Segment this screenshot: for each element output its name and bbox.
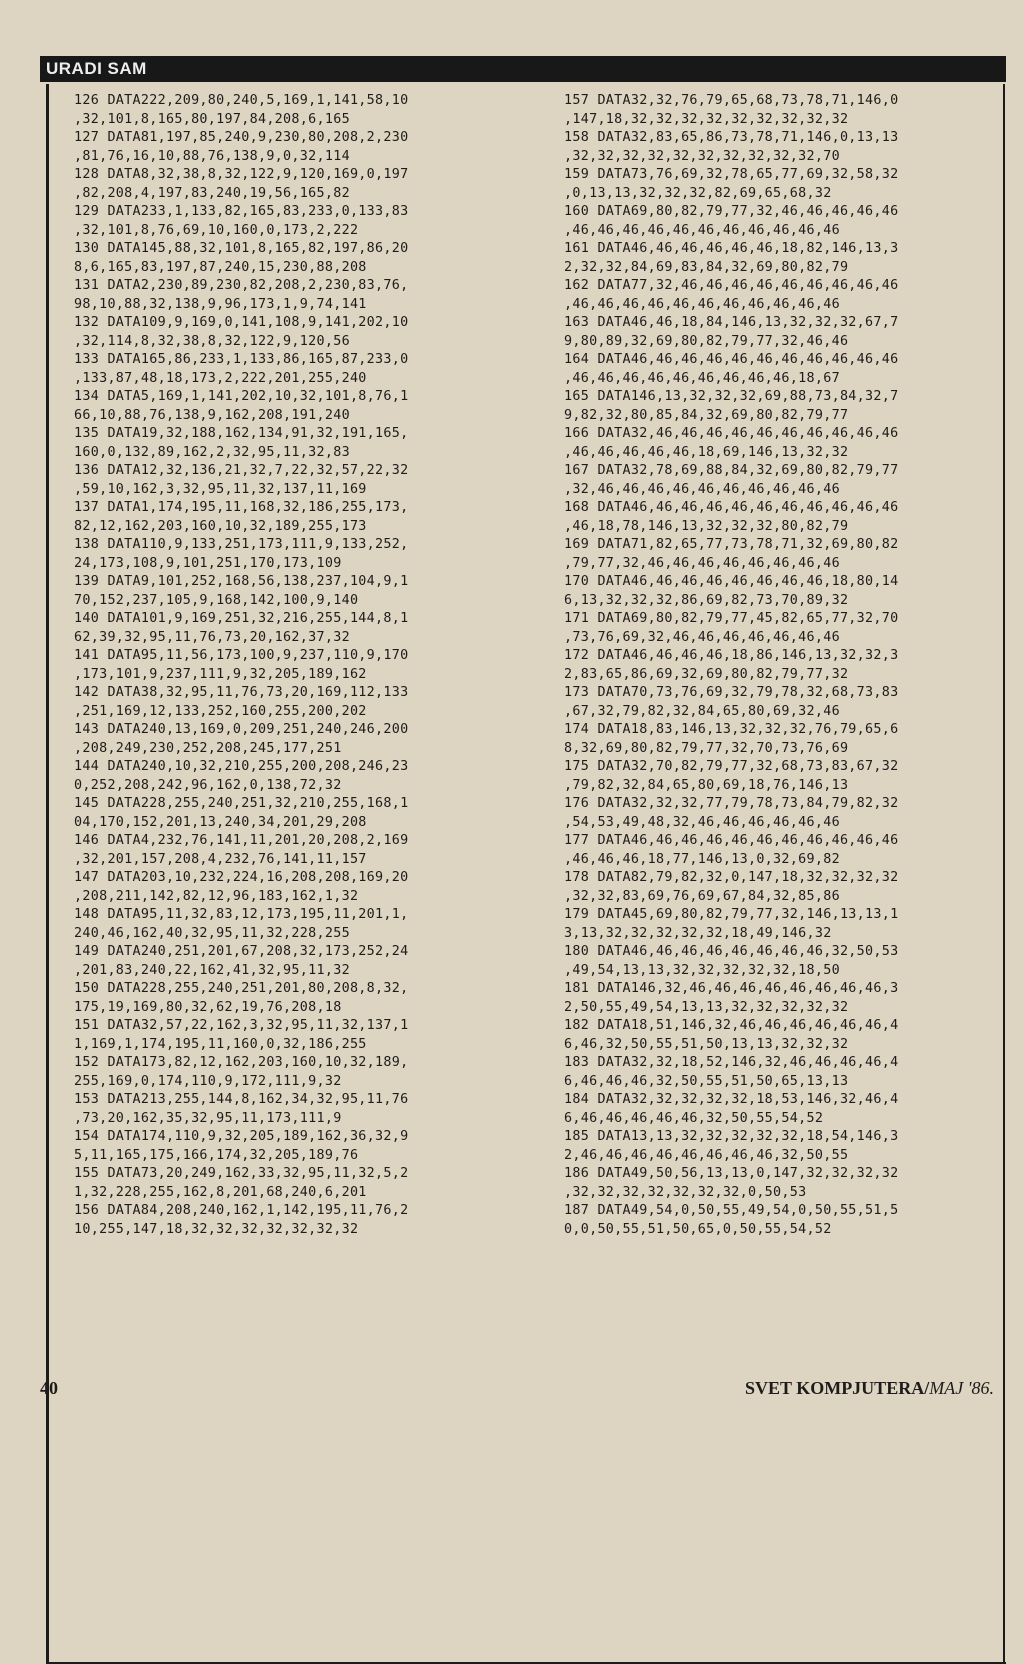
data-line: ,32,32,32,32,32,32,32,32,32,32,70 (564, 148, 840, 164)
data-line: 127 DATA81,197,85,240,9,230,80,208,2,230 (74, 130, 409, 145)
data-line: 9,80,89,32,69,80,82,79,77,32,46,46 (564, 333, 849, 349)
data-line: ,46,46,46,46,46,18,69,146,13,32,32 (564, 444, 849, 460)
data-line: 240,46,162,40,32,95,11,32,228,255 (74, 925, 350, 941)
data-line: 04,170,152,201,13,240,34,201,29,208 (74, 814, 367, 830)
data-line: 131 DATA2,230,89,230,82,208,2,230,83,76, (74, 278, 409, 293)
data-line: 154 DATA174,110,9,32,205,189,162,36,32,9 (74, 1129, 409, 1144)
data-line: 6,46,46,46,32,50,55,51,50,65,13,13 (564, 1073, 849, 1089)
data-line: 134 DATA5,169,1,141,202,10,32,101,8,76,1 (74, 389, 409, 404)
data-line: ,46,46,46,46,46,46,46,46,46,46,46 (564, 296, 840, 312)
magazine-name: SVET KOMPJUTERA/ (745, 1378, 930, 1398)
data-line: 152 DATA173,82,12,162,203,160,10,32,189, (74, 1055, 409, 1070)
data-line: 167 DATA32,78,69,88,84,32,69,80,82,79,77 (564, 463, 899, 478)
data-line: 166 DATA32,46,46,46,46,46,46,46,46,46,46 (564, 426, 899, 441)
data-line: 185 DATA13,13,32,32,32,32,32,18,54,146,3 (564, 1129, 899, 1144)
data-line: 173 DATA70,73,76,69,32,79,78,32,68,73,83 (564, 685, 899, 700)
data-line: 150 DATA228,255,240,251,201,80,208,8,32, (74, 981, 409, 996)
data-line: 0,252,208,242,96,162,0,138,72,32 (74, 777, 342, 793)
data-line: 98,10,88,32,138,9,96,173,1,9,74,141 (74, 296, 367, 312)
data-line: ,46,46,46,46,46,46,46,46,46,46,46 (564, 222, 840, 238)
data-line: ,59,10,162,3,32,95,11,32,137,11,169 (74, 481, 367, 497)
magazine-issue: MAJ '86. (929, 1378, 995, 1398)
data-line: 161 DATA46,46,46,46,46,46,18,82,146,13,3 (564, 241, 899, 256)
data-line: ,32,101,8,76,69,10,160,0,173,2,222 (74, 222, 359, 238)
data-line: 129 DATA233,1,133,82,165,83,233,0,133,83 (74, 204, 409, 219)
data-line: ,32,32,83,69,76,69,67,84,32,85,86 (564, 888, 840, 904)
data-line: 186 DATA49,50,56,13,13,0,147,32,32,32,32 (564, 1166, 899, 1181)
data-line: 6,46,46,46,46,46,32,50,55,54,52 (564, 1110, 824, 1126)
data-line: 126 DATA222,209,80,240,5,169,1,141,58,10 (74, 93, 409, 108)
data-line: 178 DATA82,79,82,32,0,147,18,32,32,32,32 (564, 870, 899, 885)
data-line: 0,0,50,55,51,50,65,0,50,55,54,52 (564, 1221, 832, 1237)
data-line: 70,152,237,105,9,168,142,100,9,140 (74, 592, 359, 608)
data-line: 142 DATA38,32,95,11,76,73,20,169,112,133 (74, 685, 409, 700)
data-line: 184 DATA32,32,32,32,32,18,53,146,32,46,4 (564, 1092, 899, 1107)
data-line: 135 DATA19,32,188,162,134,91,32,191,165, (74, 426, 409, 441)
section-header-bar (40, 56, 1006, 82)
data-line: 177 DATA46,46,46,46,46,46,46,46,46,46,46 (564, 833, 899, 848)
data-line: ,251,169,12,133,252,160,255,200,202 (74, 703, 367, 719)
data-line: 1,32,228,255,162,8,201,68,240,6,201 (74, 1184, 367, 1200)
data-line: 143 DATA240,13,169,0,209,251,240,246,200 (74, 722, 409, 737)
data-line: 160,0,132,89,162,2,32,95,11,32,83 (74, 444, 350, 460)
data-line: 172 DATA46,46,46,46,18,86,146,13,32,32,3 (564, 648, 899, 663)
data-line: 147 DATA203,10,232,224,16,208,208,169,20 (74, 870, 409, 885)
data-line: 3,13,32,32,32,32,32,18,49,146,32 (564, 925, 832, 941)
data-line: 82,12,162,203,160,10,32,189,255,173 (74, 518, 367, 534)
data-line: 62,39,32,95,11,76,73,20,162,37,32 (74, 629, 350, 645)
page-number: 40 (40, 1378, 58, 1398)
data-line: 132 DATA109,9,169,0,141,108,9,141,202,10 (74, 315, 409, 330)
data-line: 1,169,1,174,195,11,160,0,32,186,255 (74, 1036, 367, 1052)
data-line: 165 DATA146,13,32,32,32,69,88,73,84,32,7 (564, 389, 899, 404)
data-line: 148 DATA95,11,32,83,12,173,195,11,201,1, (74, 907, 409, 922)
data-line: 170 DATA46,46,46,46,46,46,46,46,18,80,14 (564, 574, 899, 589)
data-line: 180 DATA46,46,46,46,46,46,46,46,32,50,53 (564, 944, 899, 959)
data-line: ,79,77,32,46,46,46,46,46,46,46,46 (564, 555, 840, 571)
data-line: 2,32,32,84,69,83,84,32,69,80,82,79 (564, 259, 849, 275)
data-line: 10,255,147,18,32,32,32,32,32,32,32 (74, 1221, 359, 1237)
data-line: ,0,13,13,32,32,32,82,69,65,68,32 (564, 185, 832, 201)
data-line: 174 DATA18,83,146,13,32,32,32,76,79,65,6 (564, 722, 899, 737)
data-line: 138 DATA110,9,133,251,173,111,9,133,252, (74, 537, 409, 552)
data-line: 6,46,32,50,55,51,50,13,13,32,32,32 (564, 1036, 849, 1052)
data-line: 156 DATA84,208,240,162,1,142,195,11,76,2 (74, 1203, 409, 1218)
data-line: 181 DATA146,32,46,46,46,46,46,46,46,46,3 (564, 981, 899, 996)
data-line: 24,173,108,9,101,251,170,173,109 (74, 555, 342, 571)
data-line: ,73,76,69,32,46,46,46,46,46,46,46 (564, 629, 840, 645)
data-line: 176 DATA32,32,32,77,79,78,73,84,79,82,32 (564, 796, 899, 811)
data-line: ,73,20,162,35,32,95,11,173,111,9 (74, 1110, 342, 1126)
data-line: ,46,46,46,18,77,146,13,0,32,69,82 (564, 851, 840, 867)
data-line: 8,6,165,83,197,87,240,15,230,88,208 (74, 259, 367, 275)
data-line: 140 DATA101,9,169,251,32,216,255,144,8,1 (74, 611, 409, 626)
data-line: 169 DATA71,82,65,77,73,78,71,32,69,80,82 (564, 537, 899, 552)
data-line: 2,83,65,86,69,32,69,80,82,79,77,32 (564, 666, 849, 682)
data-line: 171 DATA69,80,82,79,77,45,82,65,77,32,70 (564, 611, 899, 626)
data-line: 8,32,69,80,82,79,77,32,70,73,76,69 (564, 740, 849, 756)
data-line: 183 DATA32,32,18,52,146,32,46,46,46,46,4 (564, 1055, 899, 1070)
data-line: ,81,76,16,10,88,76,138,9,0,32,114 (74, 148, 350, 164)
data-line: 133 DATA165,86,233,1,133,86,165,87,233,0 (74, 352, 409, 367)
data-line: 182 DATA18,51,146,32,46,46,46,46,46,46,4 (564, 1018, 899, 1033)
magazine-footer (745, 1378, 994, 1399)
data-line: 139 DATA9,101,252,168,56,138,237,104,9,1 (74, 574, 409, 589)
data-line: ,32,101,8,165,80,197,84,208,6,165 (74, 111, 350, 127)
data-line: ,82,208,4,197,83,240,19,56,165,82 (74, 185, 350, 201)
data-line: ,79,82,32,84,65,80,69,18,76,146,13 (564, 777, 849, 793)
data-line: 149 DATA240,251,201,67,208,32,173,252,24 (74, 944, 409, 959)
data-line: 2,46,46,46,46,46,46,46,46,32,50,55 (564, 1147, 849, 1163)
data-line: ,208,211,142,82,12,96,183,162,1,32 (74, 888, 359, 904)
listing-left-column (74, 92, 514, 1239)
data-line: 2,50,55,49,54,13,13,32,32,32,32,32 (564, 999, 849, 1015)
data-line: 146 DATA4,232,76,141,11,201,20,208,2,169 (74, 833, 409, 848)
data-line: ,201,83,240,22,162,41,32,95,11,32 (74, 962, 350, 978)
data-line: ,46,46,46,46,46,46,46,46,46,18,67 (564, 370, 840, 386)
data-line: ,54,53,49,48,32,46,46,46,46,46,46 (564, 814, 840, 830)
data-line: 187 DATA49,54,0,50,55,49,54,0,50,55,51,5 (564, 1203, 899, 1218)
data-line: 153 DATA213,255,144,8,162,34,32,95,11,76 (74, 1092, 409, 1107)
data-line: 136 DATA12,32,136,21,32,7,22,32,57,22,32 (74, 463, 409, 478)
data-line: 175 DATA32,70,82,79,77,32,68,73,83,67,32 (564, 759, 899, 774)
data-line: 128 DATA8,32,38,8,32,122,9,120,169,0,197 (74, 167, 409, 182)
data-line: 159 DATA73,76,69,32,78,65,77,69,32,58,32 (564, 167, 899, 182)
data-line: ,133,87,48,18,173,2,222,201,255,240 (74, 370, 367, 386)
data-line: 163 DATA46,46,18,84,146,13,32,32,32,67,7 (564, 315, 899, 330)
data-line: ,67,32,79,82,32,84,65,80,69,32,46 (564, 703, 840, 719)
data-line: 179 DATA45,69,80,82,79,77,32,146,13,13,1 (564, 907, 899, 922)
data-line: 9,82,32,80,85,84,32,69,80,82,79,77 (564, 407, 849, 423)
data-line: 162 DATA77,32,46,46,46,46,46,46,46,46,46 (564, 278, 899, 293)
data-line: 144 DATA240,10,32,210,255,200,208,246,23 (74, 759, 409, 774)
data-line: ,208,249,230,252,208,245,177,251 (74, 740, 342, 756)
data-line: 168 DATA46,46,46,46,46,46,46,46,46,46,46 (564, 500, 899, 515)
data-line: ,32,201,157,208,4,232,76,141,11,157 (74, 851, 367, 867)
data-line: ,49,54,13,13,32,32,32,32,32,18,50 (564, 962, 840, 978)
data-line: 130 DATA145,88,32,101,8,165,82,197,86,20 (74, 241, 409, 256)
data-line: 5,11,165,175,166,174,32,205,189,76 (74, 1147, 359, 1163)
data-line: 137 DATA1,174,195,11,168,32,186,255,173, (74, 500, 409, 515)
data-line: 157 DATA32,32,76,79,65,68,73,78,71,146,0 (564, 93, 899, 108)
data-line: 151 DATA32,57,22,162,3,32,95,11,32,137,1 (74, 1018, 409, 1033)
section-label: URADI SAM (46, 59, 147, 78)
data-line: 6,13,32,32,32,86,69,82,73,70,89,32 (564, 592, 849, 608)
data-line: ,32,114,8,32,38,8,32,122,9,120,56 (74, 333, 350, 349)
data-line: ,32,46,46,46,46,46,46,46,46,46,46 (564, 481, 840, 497)
data-line: 164 DATA46,46,46,46,46,46,46,46,46,46,46 (564, 352, 899, 367)
listing-right-column (564, 92, 994, 1239)
data-line: 175,19,169,80,32,62,19,76,208,18 (74, 999, 342, 1015)
data-line: ,46,18,78,146,13,32,32,32,80,82,79 (564, 518, 849, 534)
data-line: 160 DATA69,80,82,79,77,32,46,46,46,46,46 (564, 204, 899, 219)
data-line: 155 DATA73,20,249,162,33,32,95,11,32,5,2 (74, 1166, 409, 1181)
data-line: 145 DATA228,255,240,251,32,210,255,168,1 (74, 796, 409, 811)
data-line: ,147,18,32,32,32,32,32,32,32,32,32 (564, 111, 849, 127)
data-line: 141 DATA95,11,56,173,100,9,237,110,9,170 (74, 648, 409, 663)
data-line: 255,169,0,174,110,9,172,111,9,32 (74, 1073, 342, 1089)
data-line: ,173,101,9,237,111,9,32,205,189,162 (74, 666, 367, 682)
data-line: ,32,32,32,32,32,32,32,0,50,53 (564, 1184, 807, 1200)
data-line: 158 DATA32,83,65,86,73,78,71,146,0,13,13 (564, 130, 899, 145)
data-line: 66,10,88,76,138,9,162,208,191,240 (74, 407, 350, 423)
